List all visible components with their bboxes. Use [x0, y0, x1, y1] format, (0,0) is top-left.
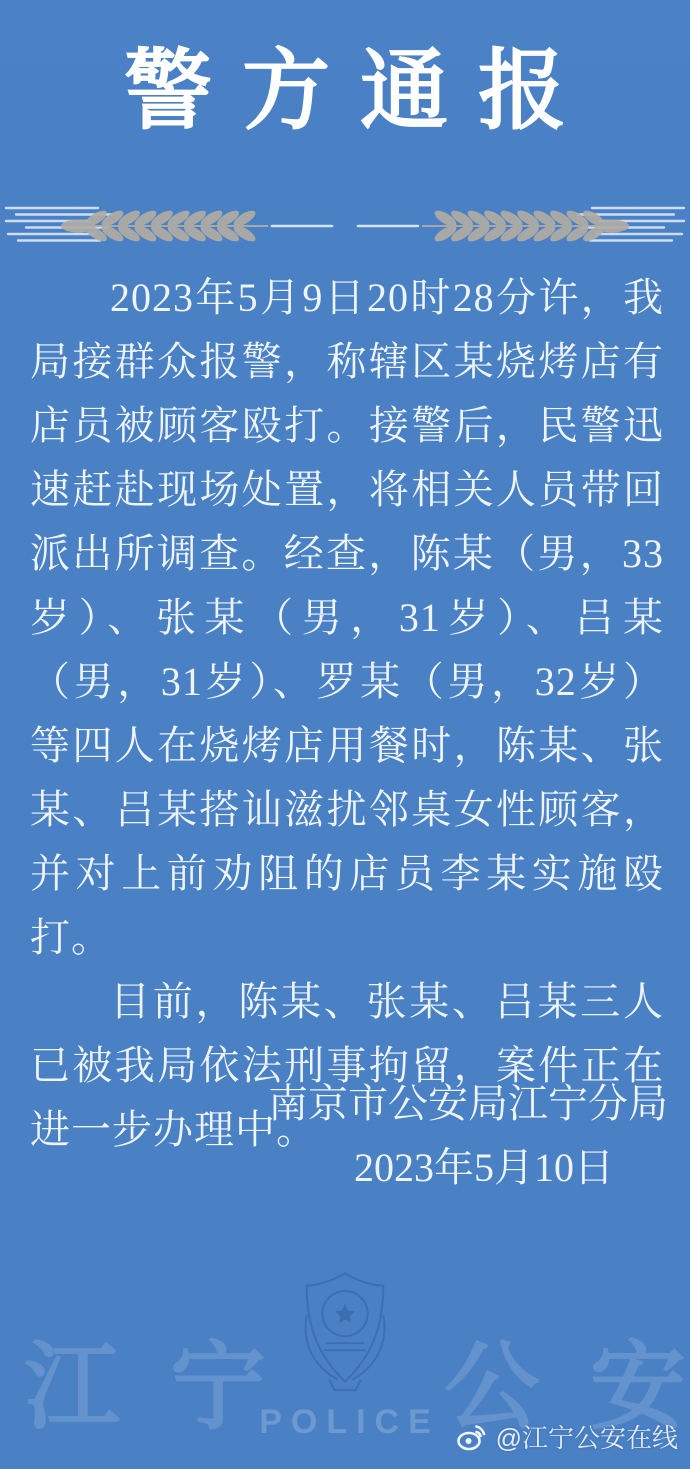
wheat-divider	[0, 198, 690, 254]
page-title: 警方通报	[123, 44, 596, 141]
watermark-char: 宁	[170, 1334, 266, 1441]
notice-body	[30, 266, 664, 1162]
signature-block	[0, 1072, 690, 1200]
notice-paragraph: 2023年5月9日20时28分许，我局接群众报警，称辖区某烧烤店有店员被顾客殴打。接警后，民警迅速赶赴现场处置，将相关人员带回派出所调查。经查，陈某（男，33岁）、张某（男，31岁）、吕某（男，31岁）、罗某（男，32岁）等四人在烧烤店用餐时，陈某、张某、吕某搭讪滋扰邻桌女性顾客，并对上前劝阻的店员李某实施殴打。	[30, 275, 664, 960]
issuing-authority: 南京市公安局江宁分局	[268, 1081, 668, 1126]
police-label: POLICE	[259, 1403, 440, 1441]
watermark-char: 公	[444, 1334, 540, 1441]
watermark-char: 安	[590, 1334, 686, 1441]
notice-paragraph: 目前，陈某、张某、吕某三人已被我局依法刑事拘留，案件正在进一步办理中。	[30, 979, 664, 1152]
issue-date: 2023年5月10日	[354, 1145, 614, 1190]
weibo-credit	[456, 1418, 678, 1455]
wheat-ear-icon	[0, 198, 690, 254]
weibo-handle: @江宁公安在线	[495, 1423, 678, 1453]
weibo-icon	[456, 1421, 488, 1453]
police-badge-icon	[286, 1270, 404, 1392]
watermark-char: 江	[24, 1334, 120, 1441]
